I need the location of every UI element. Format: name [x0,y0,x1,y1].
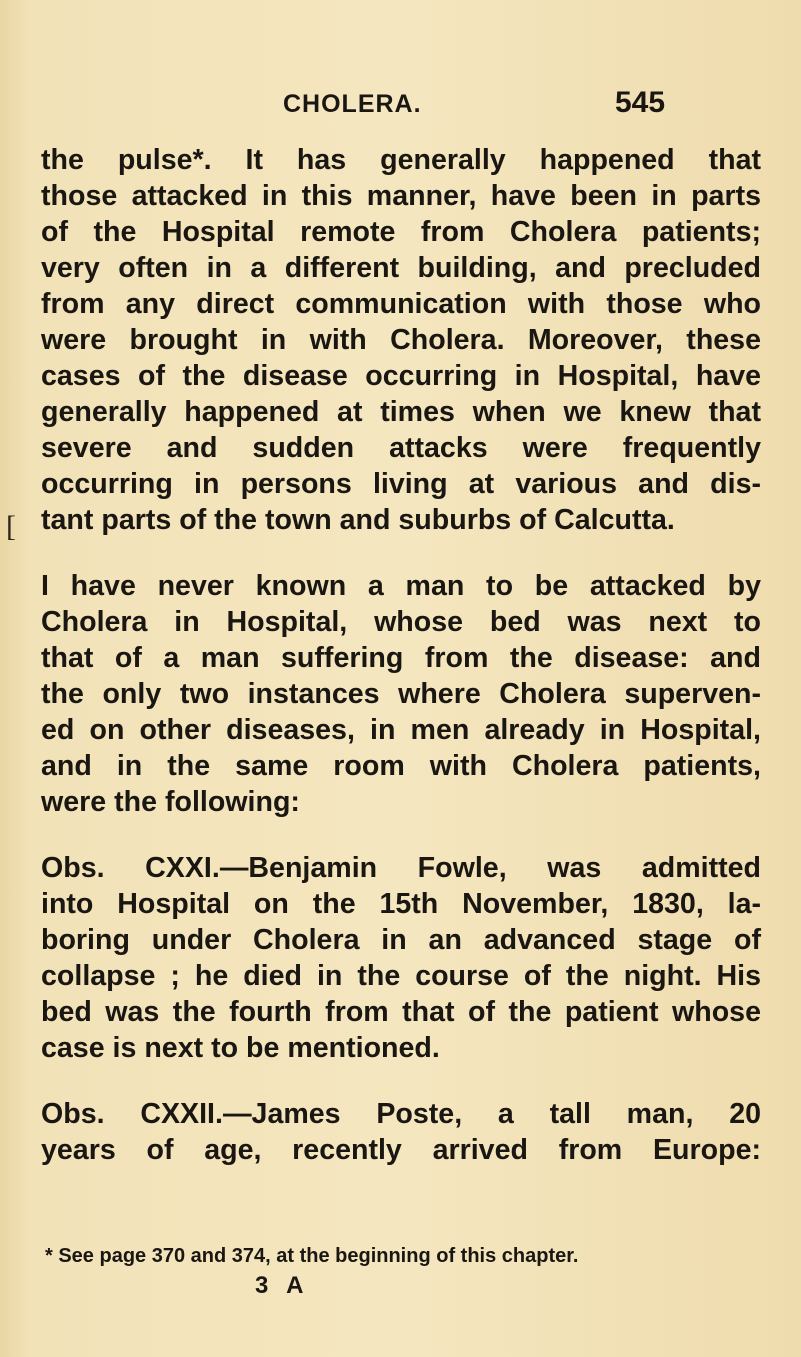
text-line: I have never known a man to be attacked by [41,570,761,602]
text-line: severe and sudden attacks were frequently [41,432,761,464]
text-line: Obs. CXXII.—James Poste, a tall man, 20 [41,1098,761,1130]
text-line: Obs. CXXI.—Benjamin Fowle, was admitted [41,852,761,884]
text-line: those attacked in this manner, have been in parts [41,180,761,212]
running-head [0,86,801,126]
text-line: the pulse*. It has generally happened that [41,144,761,176]
text-line: collapse ; he died in the course of the night. His [41,960,761,992]
text-line: bed was the fourth from that of the patient whose [41,996,761,1028]
text-line: were the following: [41,786,300,818]
text-line: tant parts of the town and suburbs of Calcutta. [41,504,675,536]
text-line: were brought in with Cholera. Moreover, these [41,324,761,356]
running-title: CHOLERA. [283,90,422,118]
page-number: 545 [615,86,666,119]
margin-mark: [ [6,510,16,543]
text-line: generally happened at times when we knew that [41,396,761,428]
paragraph [41,142,761,538]
paragraph-observation [41,1096,761,1168]
body-text [41,142,761,1168]
text-line: the only two instances where Cholera superven- [41,678,761,710]
signature-mark: 3 A [255,1272,310,1299]
text-line: very often in a different building, and precluded [41,252,761,284]
text-line: and in the same room with Cholera patients, [41,750,761,782]
text-line: ed on other diseases, in men already in Hospital, [41,714,761,746]
text-line: Cholera in Hospital, whose bed was next to [41,606,761,638]
text-line: of the Hospital remote from Cholera patients; [41,216,761,248]
paragraph-observation [41,850,761,1066]
text-line: years of age, recently arrived from Europe: [41,1134,761,1166]
text-line: from any direct communication with those who [41,288,761,320]
text-line: into Hospital on the 15th November, 1830, la- [41,888,761,920]
text-line: occurring in persons living at various and dis- [41,468,761,500]
text-line: case is next to be mentioned. [41,1032,440,1064]
footnote: * See page 370 and 374, at the beginning of this chapter. [45,1245,579,1267]
text-line: boring under Cholera in an advanced stage of [41,924,761,956]
paragraph [41,568,761,820]
text-line: that of a man suffering from the disease: and [41,642,761,674]
text-line: cases of the disease occurring in Hospital, have [41,360,761,392]
